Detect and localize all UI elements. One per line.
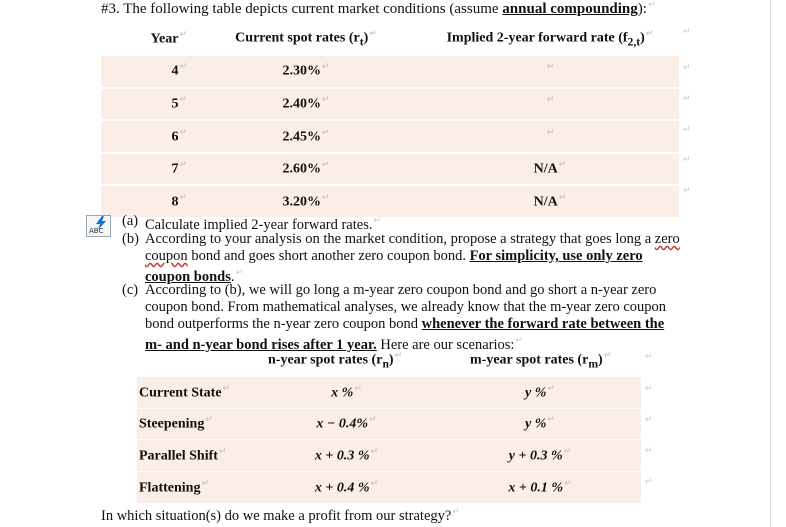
forward-rate-cell: N/A↵ xyxy=(421,185,679,217)
spelling-flagged-text[interactable]: zero coupon xyxy=(145,231,680,264)
row-end-mark: ↵ xyxy=(645,477,653,487)
header-year: Year↵ xyxy=(101,23,191,55)
market-conditions-table xyxy=(101,23,679,217)
row-end-mark: ↵ xyxy=(683,63,691,73)
table-row: 7↵ 2.60%↵ N/A↵ xyxy=(101,153,679,186)
forward-rate-cell[interactable]: ↵ xyxy=(421,120,679,153)
forward-rate-cell[interactable]: ↵ xyxy=(421,55,679,88)
question-c: (c) According to (b), we will go long a m-year zero coupon bond and go short a n-year zero coupon bond. From mathematical analyses, we already know that the m-year zero coupon bond outperforms the n-year zero coupon bond whenever the forward rate between the m- and n-year bond rises after 1 year. Here are our scenarios:↵ xyxy=(122,282,667,353)
forward-rate-cell: N/A↵ xyxy=(421,153,679,186)
table-row: 4↵ 2.30%↵ ↵ xyxy=(101,55,679,88)
m-year-header: m-year spot rates $(r_m)^↵$ xyxy=(470,351,612,371)
question-a: (a) Calculate implied 2-year forward rates.↵ xyxy=(122,213,382,233)
row-end-mark: ↵ xyxy=(683,125,691,135)
row-end-mark: ↵ xyxy=(683,155,691,165)
table-header-row xyxy=(101,23,679,55)
page-edge xyxy=(770,0,771,527)
scenarios-table xyxy=(137,376,641,503)
table-row: Flattening↵ x + 0.4 %↵ x + 0.1 %↵ xyxy=(137,472,641,503)
annual-compounding-emphasis: annual compounding xyxy=(502,1,638,17)
row-end-mark: ↵ xyxy=(645,446,653,456)
question-b: (b) According to your analysis on the market condition, propose a strategy that goes long a zero coupon bond and goes short another zero coupon bond. For simplicity, use only zero coupon bonds.↵ xyxy=(122,231,680,285)
table-row: Parallel Shift↵ x + 0.3 %↵ y + 0.3 %↵ xyxy=(137,440,641,472)
row-end-mark: ↵ xyxy=(683,27,691,37)
n-year-header: n-year spot rates $(r_n)^↵$ xyxy=(268,351,403,371)
row-end-mark: ↵ xyxy=(645,384,653,394)
row-end-mark: ↵ xyxy=(683,94,691,104)
final-question: In which situation(s) do we make a profit from our strategy?↵ xyxy=(101,507,460,524)
row-end-mark: ↵ xyxy=(645,415,653,425)
forward-rate-cell[interactable]: ↵ xyxy=(421,88,679,121)
table-row: Current State↵ x %↵ y %↵ xyxy=(137,377,641,409)
row-end-mark: ↵ xyxy=(683,186,691,196)
problem-heading: #3. The following table depicts current market conditions (assume annual compounding):↵ xyxy=(101,0,656,17)
table-row: 5↵ 2.40%↵ ↵ xyxy=(101,88,679,121)
table-row: 8↵ 3.20%↵ N/A↵ xyxy=(101,185,679,217)
spellcheck-icon[interactable]: ABC xyxy=(86,215,111,237)
table-row: Steepening↵ x − 0.4%↵ y %↵ xyxy=(137,408,641,440)
table-row: 6↵ 2.45%↵ ↵ xyxy=(101,120,679,153)
header-forward-rate: Implied 2-year forward rate $(f_{2,t})^↵$ xyxy=(421,23,679,55)
row-end-mark: ↵ xyxy=(645,352,653,362)
header-spot-rates: Current spot rates $(r_t)^↵$ xyxy=(191,23,421,55)
